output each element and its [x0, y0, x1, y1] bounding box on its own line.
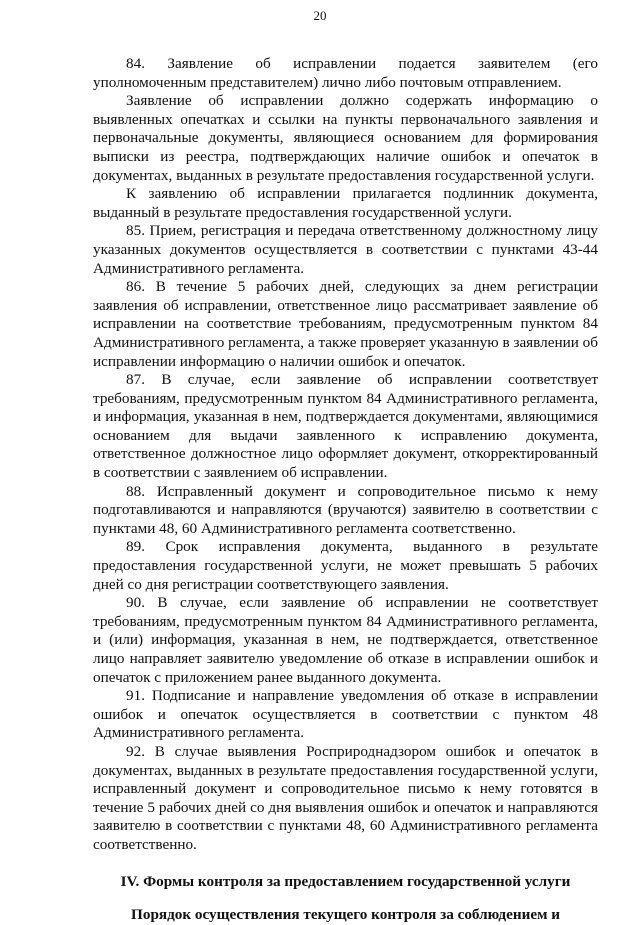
paragraph-87: 87. В случае, если заявление об исправлении соответствует требованиям, предусмотренным пунктом 84 Административного регламента, и информация, указанная в нем, подтверждается документами, являющимися основанием для выдачи заявленного к исправлению документа, ответственное должностное лицо оформляет документ, откорректированный в соответствии с заявлением об исправлении. — [93, 371, 598, 482]
page-number: 20 — [313, 8, 327, 23]
paragraph-92: 92. В случае выявления Росприроднадзором ошибок и опечаток в документах, выданных в результате предоставления государственной услуги, исправленный документ и сопроводительное письмо к нему готовятся в течение 5 рабочих дней со дня выявления ошибок и опечаток и направляются заявителю в соответствии с пунктами 48, 60 Административного регламента соответственно. — [93, 742, 598, 853]
paragraph-84-content: Заявление об исправлении должно содержать информацию о выявленных опечатках и ссылки на пункты первоначального заявления и первоначальные документы, являющиеся основанием для формирования выписки из реестра, подтверждающих наличие ошибок и опечаток в документах, выданных в результате предоставления государственной услуги. — [93, 92, 598, 184]
paragraph-90: 90. В случае, если заявление об исправлении не соответствует требованиям, предусмотренным пунктом 84 Административного регламента, и (или) информация, указанная в нем, не подтверждается, ответственное лицо направляет заявителю уведомление об отказе в исправлении ошибок и опечаток с приложением ранее выданного документа. — [93, 594, 598, 686]
subsection-heading: Порядок осуществления текущего контроля за соблюдением и — [131, 906, 560, 924]
paragraph-85: 85. Прием, регистрация и передача ответственному должностному лицу указанных документов осуществляется в соответствии с пунктами 43-44 Административного регламента. — [93, 222, 598, 277]
paragraph-89: 89. Срок исправления документа, выданного в результате предоставления государственной услуги, не может превышать 5 рабочих дней со дня регистрации соответствующего заявления. — [93, 538, 598, 593]
paragraph-84: 84. Заявление об исправлении подается заявителем (его уполномоченным представителем) лично либо почтовым отправлением. — [93, 55, 598, 91]
paragraph-84-attachment: К заявлению об исправлении прилагается подлинник документа, выданный в результате предоставления государственной услуги. — [93, 185, 598, 221]
document-body — [93, 55, 598, 925]
paragraph-88: 88. Исправленный документ и сопроводительное письмо к нему подготавливаются и направляются (вручаются) заявителю в соответствии с пунктами 48, 60 Административного регламента соответственно. — [93, 482, 598, 537]
paragraph-91: 91. Подписание и направление уведомления об отказе в исправлении ошибок и опечаток осуществляется в соответствии с пунктом 48 Административного регламента. — [93, 687, 598, 742]
paragraph-86: 86. В течение 5 рабочих дней, следующих за днем регистрации заявления об исправлении, ответственное лицо рассматривает заявление об исправлении на соответствие требованиям, предусмотренным пунктом 84 Административного регламента, а также проверяет указанную в заявлении об исправлении информацию о наличии ошибок и опечаток. — [93, 278, 598, 370]
section-heading: IV. Формы контроля за предоставлением государственной услуги — [120, 872, 571, 890]
